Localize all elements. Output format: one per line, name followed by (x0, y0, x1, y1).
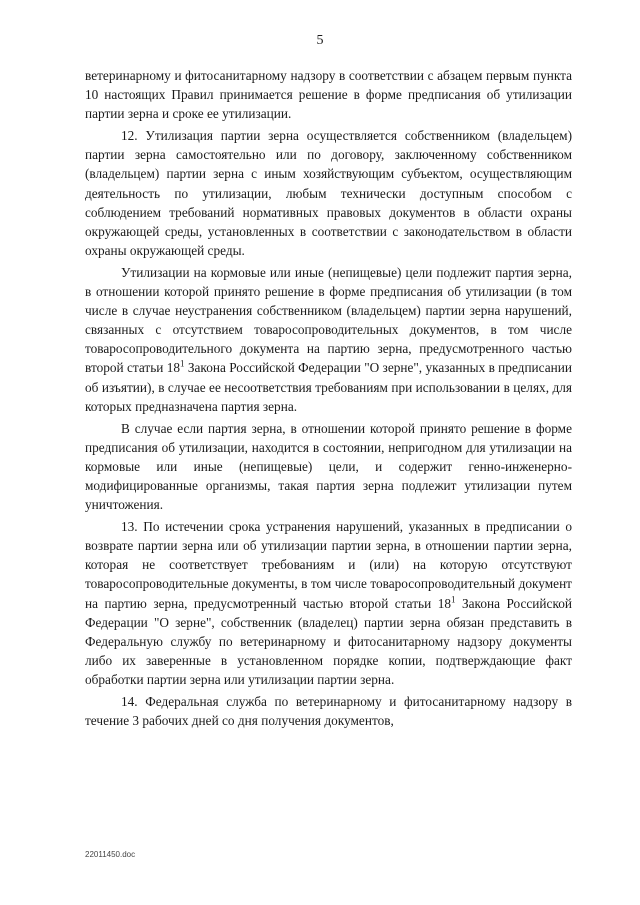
paragraph-text-part: Закона Российской Федерации "О зерне", собственник (владелец) партии зерна обязан представить в Федеральную службу по ветеринарному и фитосанитарному надзору документы либо их заверенные в установленном порядке копии, подтверждающие факт обработки партии зерна или утилизации партии зерна. (85, 595, 572, 687)
page-number: 5 (316, 33, 324, 48)
paragraph-item-14: 14. Федеральная служба по ветеринарному и фитосанитарному надзору в течение 3 рабочих дней со дня получения документов, (85, 694, 572, 729)
paragraph-destruction-case: В случае если партия зерна, в отношении которой принято решение в форме предписания об утилизации, находится в состоянии, непригодном для утилизации на кормовые или иные (непищевые) цели, и содержит генно-инженерно-модифицированные организмы, такая партия зерна подлежит утилизации путем уничтожения. (85, 420, 572, 513)
superscript-article-number: 1 (180, 358, 185, 369)
paragraph-item-12: 12. Утилизация партии зерна осуществляется собственником (владельцем) партии зерна самостоятельно или по договору, заключенному собственником (владельцем) партии зерна с иным хозяйствующим субъектом, осуществляющим деятельность по утилизации, любым технически доступным способом с соблюдением требований нормативных правовых документов в области охраны окружающей среды, установленных в соответствии с законодательством в области охраны окружающей среды. (85, 128, 572, 258)
paragraph-text-part: Утилизации на кормовые или иные (непищевые) цели подлежит партия зерна, в отношении которой принято решение в форме предписания об утилизации (в том числе в случае неустранения собственником (владельцем) партии зерна нарушений, связанных с отсутствием товаросопроводительных документов, в том числе товаросопроводительного документа на партию зерна, предусмотренного частью второй статьи 18 (85, 264, 572, 376)
document-file-code: 22011450.doc (85, 850, 136, 859)
paragraph-item-13 (85, 517, 572, 689)
paragraph-continuation: ветеринарному и фитосанитарному надзору в соответствии с абзацем первым пункта 10 настоящих Правил принимается решение в форме предписания об утилизации партии зерна и сроке ее утилизации. (85, 68, 572, 122)
superscript-article-number: 1 (451, 594, 456, 605)
document-body (85, 66, 572, 733)
paragraph-text-part: Закона Российской Федерации "О зерне", указанных в предписании об изъятии), в случае ее несоответствия требованиям при использовании в целях, для которых предназначена партия зерна. (85, 360, 572, 414)
paragraph-feed-utilization (85, 263, 572, 416)
paragraph-text-part: 13. По истечении срока устранения нарушений, указанных в предписании о возврате партии зерна или об утилизации партии зерна, в отношении партии зерна, которая не соответствует требованиям и (или) на которую отсутствуют товаросопроводительные документы, в том числе товаросопроводительный документ на партию зерна, предусмотренный частью второй статьи 18 (85, 519, 572, 611)
